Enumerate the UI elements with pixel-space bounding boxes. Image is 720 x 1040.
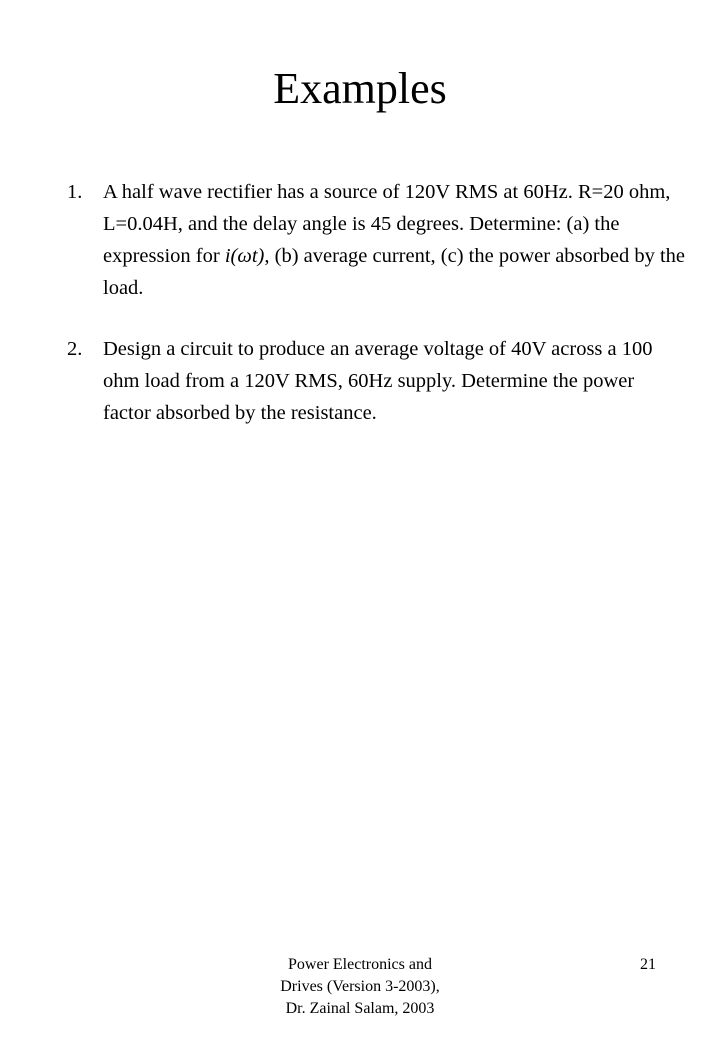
footer-line-3: Dr. Zainal Salam, 2003: [285, 1000, 435, 1017]
example-item-1: [67, 176, 687, 304]
item-number: 2.: [67, 338, 83, 360]
example-item-2: [67, 333, 687, 429]
item-text: Design a circuit to produce an average voltage of 40V across a 100 ohm load from a 120V RMS, 60Hz supply. Determine the power factor absorbed by the resistance.: [103, 338, 653, 424]
footer-credit: [230, 954, 490, 1020]
item-text: A half wave rectifier has a source of 120V RMS at 60Hz. R=20 ohm, L=0.04H, and the delay angle is 45 degrees. Determine: (a) the expression for i(ωt), (b) average current, (c) the power absorbed by the load.: [103, 181, 685, 299]
page-number: 21: [640, 956, 656, 973]
math-expression: i(ωt): [224, 245, 265, 267]
item-number: 1.: [67, 181, 83, 203]
footer-line-1: Power Electronics and: [288, 956, 432, 973]
footer-line-2: Drives (Version 3-2003),: [280, 978, 440, 995]
slide-title: Examples: [273, 64, 447, 113]
